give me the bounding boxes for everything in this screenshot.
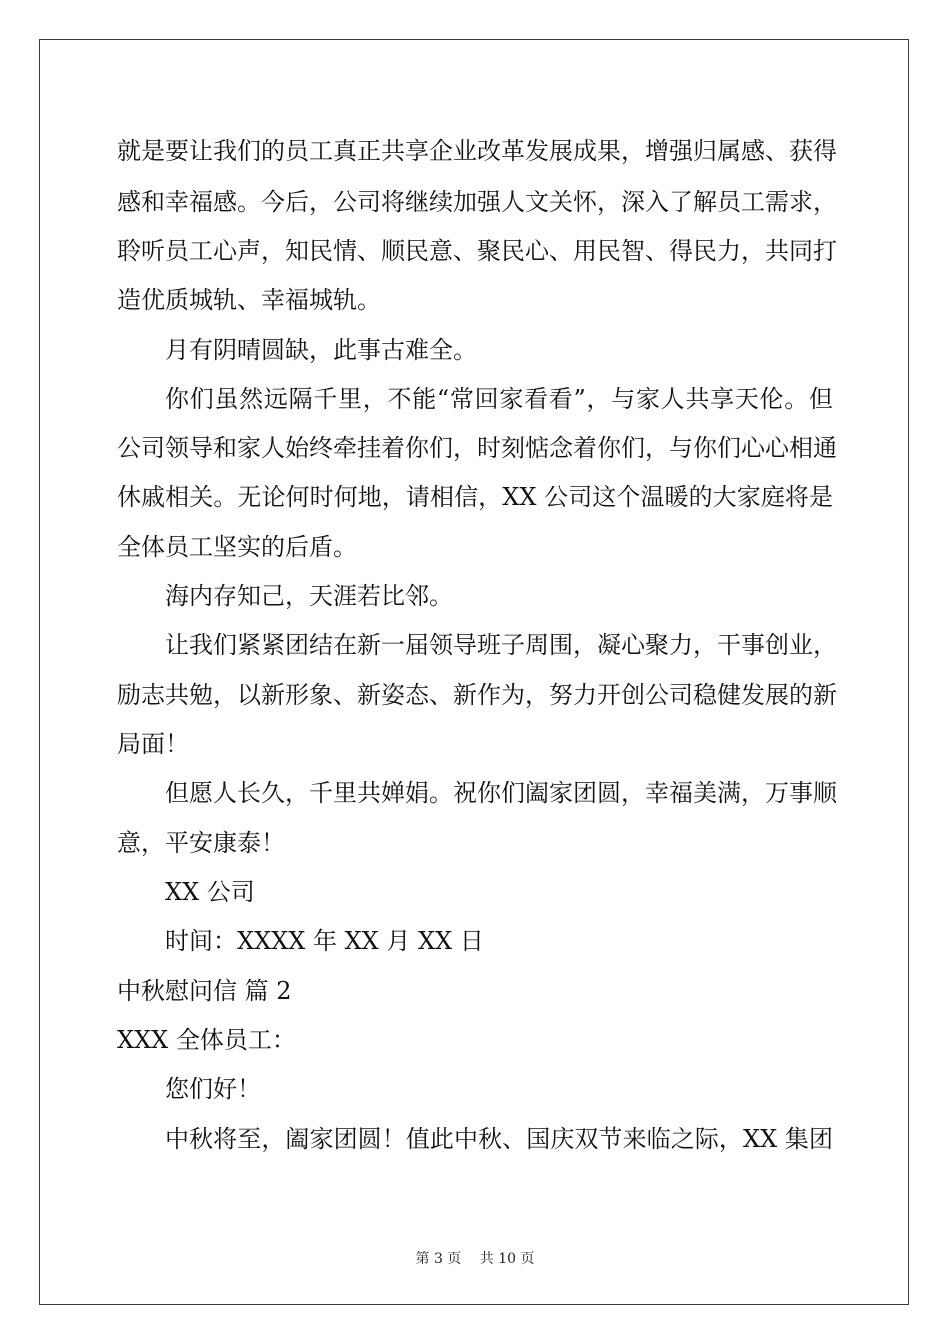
signature-company: XX 公司 [165,878,255,906]
text-line: 休戚相关。无论何时何地，请相信，XX 公司这个温暖的大家庭将是 [117,483,833,511]
text-line: 中秋将至，阖家团圆！值此中秋、国庆双节来临之际，XX 集团 [165,1125,833,1153]
salutation: XXX 全体员工： [117,1026,296,1054]
text-line: 造优质城轨、幸福城轨。 [117,286,381,314]
signature-date: 时间：XXXX 年 XX 月 XX 日 [165,927,484,955]
text-line: 月有阴晴圆缺，此事古难全。 [165,336,477,364]
text-line: 就是要让我们的员工真正共享企业改革发展成果，增强归属感、获得 [117,137,837,165]
text-line: 海内存知己，天涯若比邻。 [165,582,453,610]
text-line: 励志共勉，以新形象、新姿态、新作为，努力开创公司稳健发展的新 [117,681,837,709]
text-line: 全体员工坚实的后盾。 [117,533,357,561]
text-line: 但愿人长久，千里共婵娟。祝你们阖家团圆，幸福美满，万事顺 [165,779,837,807]
text-line: 局面！ [117,730,189,758]
text-line: 让我们紧紧团结在新一届领导班子周围，凝心聚力，干事创业， [165,631,837,659]
page-border [39,39,909,1305]
text-line: 意，平安康泰！ [117,829,285,857]
greeting: 您们好！ [165,1075,261,1103]
text-line: 聆听员工心声，知民情、顺民意、聚民心、用民智、得民力，共同打 [117,237,837,265]
page-number: 第 3 页 [415,1251,462,1267]
text-line: 公司领导和家人始终牵挂着你们，时刻惦念着你们，与你们心心相通 [117,434,837,462]
section-heading: 中秋慰问信 篇 2 [117,977,292,1005]
page-footer [0,1248,950,1268]
text-line: 感和幸福感。今后，公司将继续加强人文关怀，深入了解员工需求， [117,188,837,216]
text-line: 你们虽然远隔千里，不能“常回家看看”，与家人共享天伦。但 [165,385,833,413]
page-total: 共 10 页 [479,1251,535,1267]
